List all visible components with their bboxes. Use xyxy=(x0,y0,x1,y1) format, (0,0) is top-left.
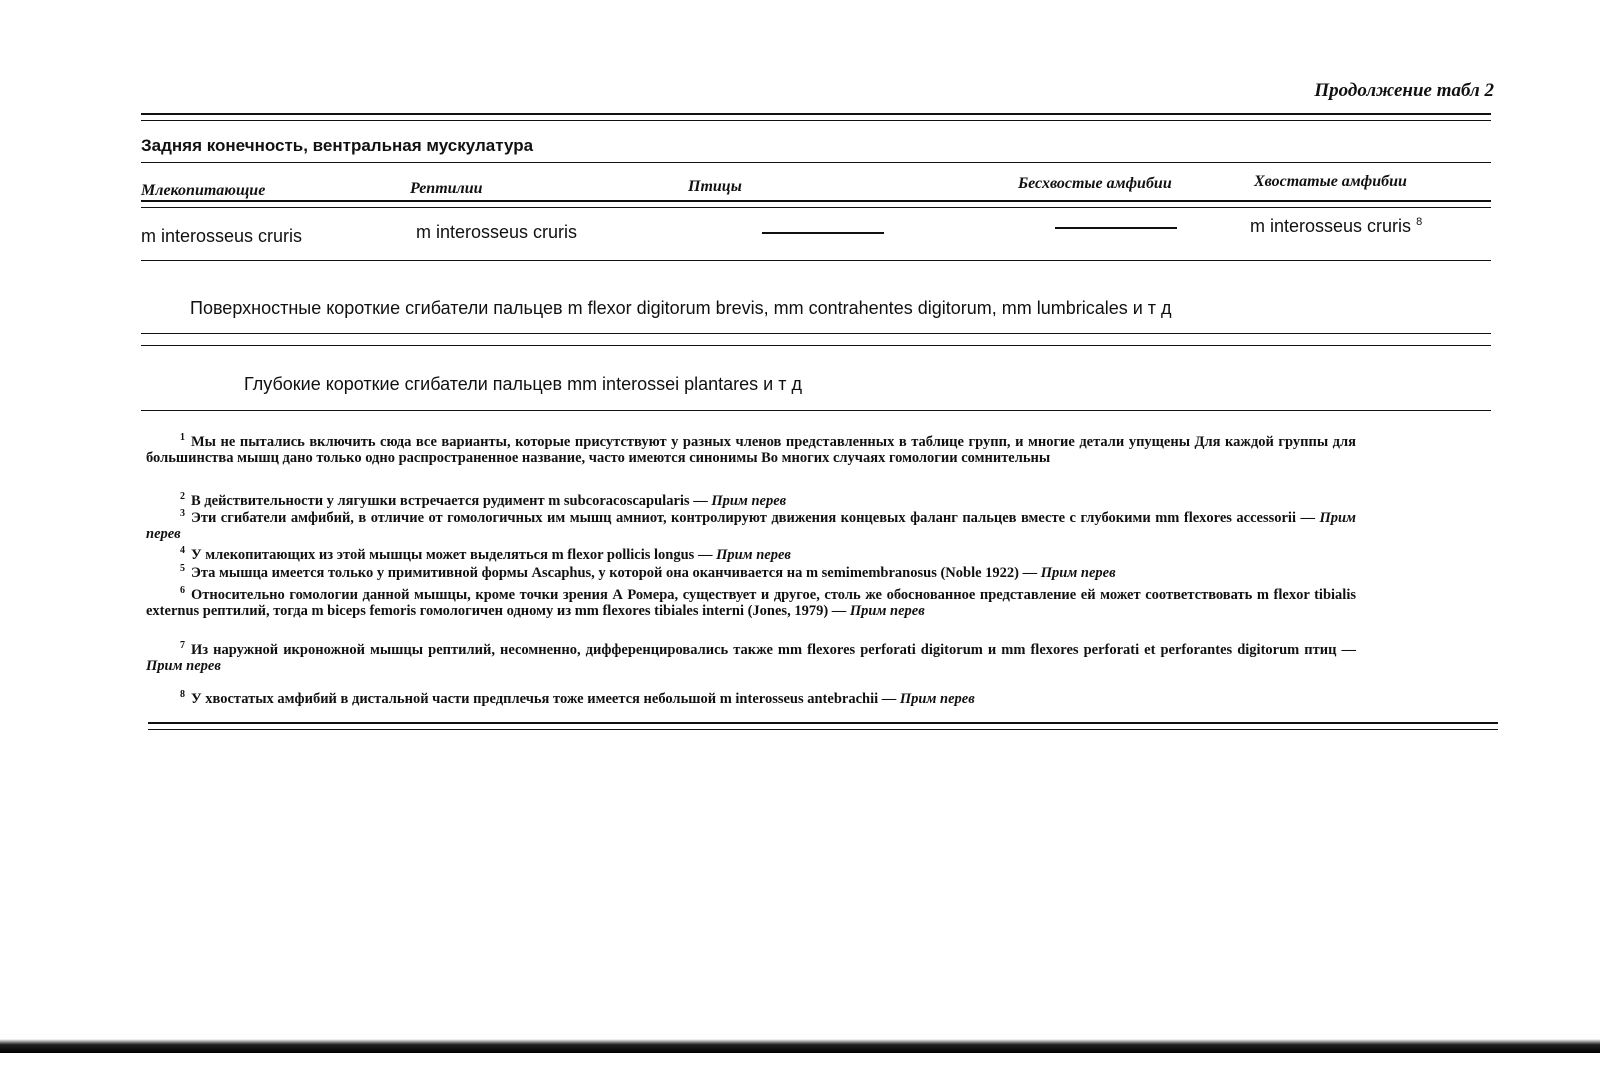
bottom-rule-1 xyxy=(148,722,1498,724)
footnote-3 xyxy=(146,506,1356,542)
footnote-num: 3 xyxy=(180,508,185,519)
translator-note: Прим перев xyxy=(1040,564,1116,581)
cell-urodeles-text: m interosseus cruris xyxy=(1250,216,1412,236)
footnote-text: У млекопитающих из этой мышцы может выделяться m flexor pollicis longus — xyxy=(191,546,717,563)
cell-birds-dash xyxy=(762,232,884,234)
footnote-num: 1 xyxy=(180,432,185,443)
cell-reptiles: m interosseus cruris xyxy=(416,222,578,242)
bottom-rule-2 xyxy=(148,729,1498,730)
header-rule-1 xyxy=(141,200,1491,202)
footnote-text: Из наружной икроножной мышцы рептилий, несомненно, дифференцировались также mm flexores perforati digitorum и mm flexores perforati et perforantes digitorum птиц — xyxy=(191,641,1356,658)
footnote-text: В действительности у лягушки встречается рудимент m subcoracoscapularis — xyxy=(191,492,712,509)
cell-mammals: m interosseus cruris xyxy=(141,226,303,246)
scan-edge-shadow xyxy=(0,1039,1600,1053)
col-urodeles: Хвостатые амфибии xyxy=(1254,173,1407,190)
footnote-text: Мы не пытались включить сюда все варианты, которые присутствуют у разных членов представленных в таблице групп, и многие детали упущены Для каждой группы для большинства мышц дано только одно распространенное название, часто имеются синонимы Во многих случаях гомологии сомнительны xyxy=(146,433,1356,466)
footnote-5 xyxy=(146,561,1356,581)
translator-note: Прим перев xyxy=(146,509,1356,542)
footnote-1 xyxy=(146,430,1356,466)
header-rule-2 xyxy=(141,207,1491,208)
footnote-8 xyxy=(146,687,1356,707)
footnote-4 xyxy=(146,543,1356,563)
col-mammals: Млекопитающие xyxy=(141,182,266,199)
translator-note: Прим перев xyxy=(899,690,975,707)
footnote-num: 7 xyxy=(180,640,185,651)
col-anurans: Бесхвостые амфибии xyxy=(1018,175,1172,192)
top-rule-2 xyxy=(141,120,1491,121)
row-rule xyxy=(141,260,1491,261)
translator-note: Прим перев xyxy=(849,602,925,619)
footnote-6 xyxy=(146,583,1356,619)
deep-rule xyxy=(141,410,1491,411)
col-reptiles: Рептилии xyxy=(410,180,483,197)
section-rule xyxy=(141,162,1491,163)
translator-note: Прим перев xyxy=(716,546,791,563)
cell-anurans-dash xyxy=(1055,227,1177,229)
col-birds: Птицы xyxy=(688,178,742,195)
section-title: Задняя конечность, вентральная мускулатура xyxy=(141,136,534,155)
footnote-text: Эта мышца имеется только у примитивной формы Ascaphus, у которой она оканчивается на m semimembranosus (Noble 1922) — xyxy=(191,564,1041,581)
superficial-flexors-row: Поверхностные короткие сгибатели пальцев m flexor digitorum brevis, mm contrahentes digitorum, mm lumbricales и т д xyxy=(190,298,1172,318)
translator-note: Прим перев xyxy=(146,657,221,674)
footnote-num: 6 xyxy=(180,585,185,596)
footnote-num: 2 xyxy=(180,491,185,502)
table-continuation-label: Продолжение табл 2 xyxy=(1314,80,1494,101)
footnote-text: Эти сгибатели амфибий, в отличие от гомологичных им мышц амниот, контролируют движения концевых фаланг пальцев вместе с глубокими mm flexores accessorii — xyxy=(191,509,1320,526)
footnote-num: 4 xyxy=(180,545,185,556)
cell-urodeles xyxy=(1250,216,1422,237)
translator-note: Прим перев xyxy=(711,492,787,509)
footnote-text: Относительно гомологии данной мышцы, кроме точки зрения А Ромера, существует и другое, столь же обоснованное представление ей может соответствовать m flexor tibialis externus рептилий, тогда m biceps femoris гомологичен одному из mm flexores tibiales interni (Jones, 1979) — xyxy=(146,586,1356,619)
superficial-rule-2 xyxy=(141,345,1491,346)
footnote-text: У хвостатых амфибий в дистальной части предплечья тоже имеется небольшой m interosseus antebrachii — xyxy=(191,690,900,707)
superficial-rule xyxy=(141,333,1491,334)
footnote-num: 5 xyxy=(180,563,185,574)
footnote-num: 8 xyxy=(180,689,185,700)
deep-flexors-row: Глубокие короткие сгибатели пальцев mm interossei plantares и т д xyxy=(244,374,802,394)
footnote-ref-8: 8 xyxy=(1416,216,1423,228)
top-rule-1 xyxy=(141,113,1491,115)
footnote-7 xyxy=(146,638,1356,674)
